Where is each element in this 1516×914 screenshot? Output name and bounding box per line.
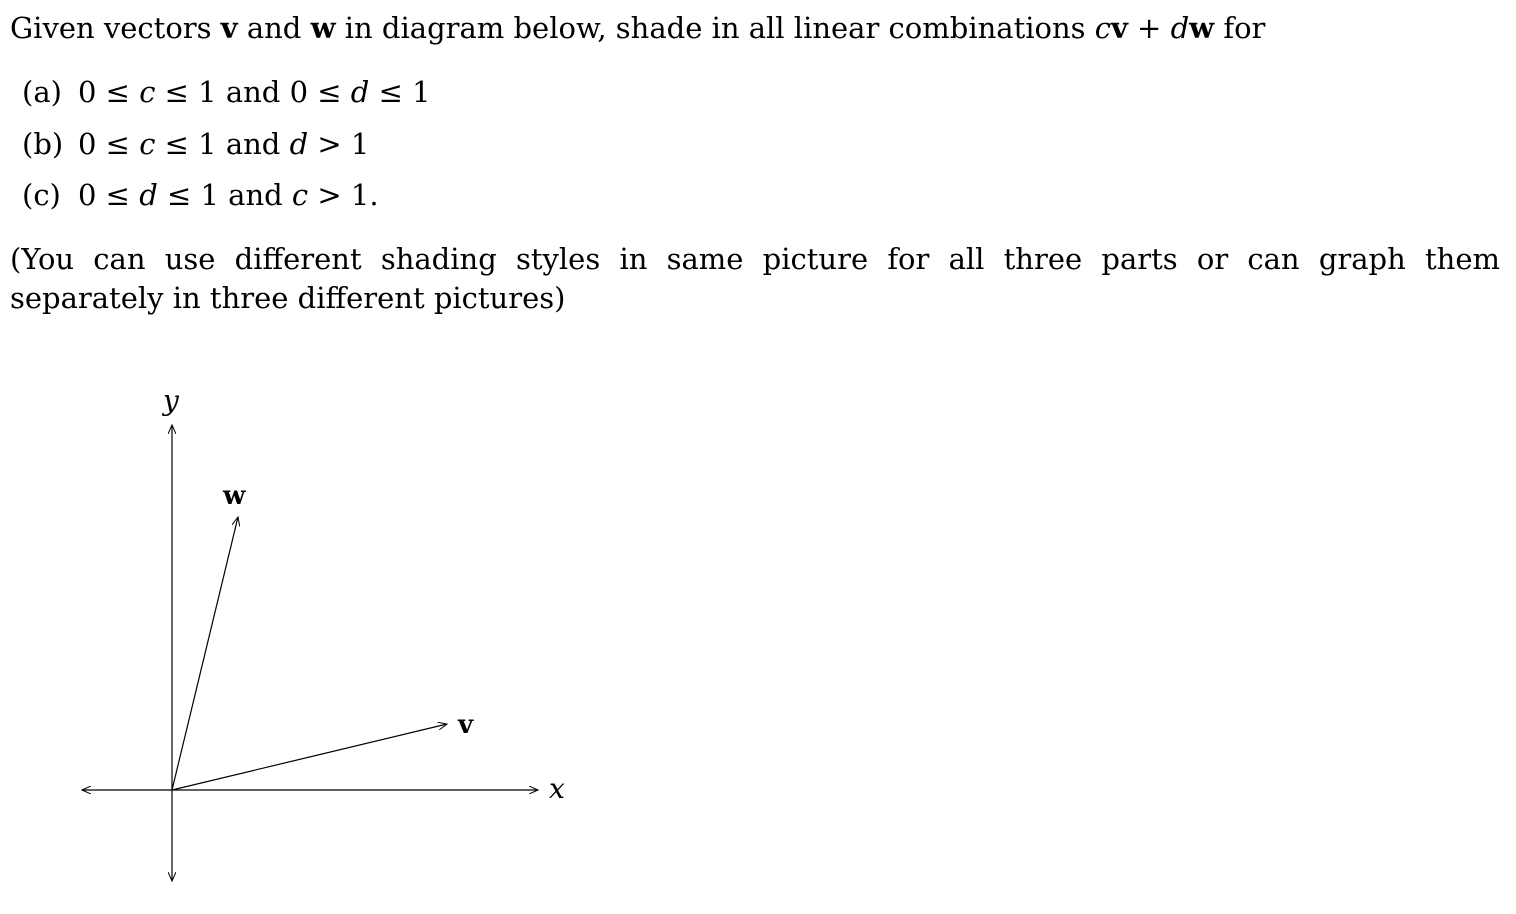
y-axis-label: y	[163, 384, 179, 417]
part-a-cond1b: ≤ 1 and 0 ≤	[155, 75, 351, 109]
vector-v-arrow	[172, 724, 447, 790]
part-b-cond1: 0 ≤	[78, 127, 140, 161]
part-c-var2: c	[291, 178, 309, 212]
part-a-label: (a)	[22, 75, 62, 109]
vector-w-symbol: w	[310, 11, 336, 45]
part-b-var1: c	[139, 127, 156, 161]
part-a-var1: c	[139, 75, 156, 109]
part-c-var1: d	[139, 178, 158, 212]
part-b-var2: d	[289, 127, 309, 161]
plus-sign: +	[1127, 11, 1171, 45]
scalar-d: d	[1170, 11, 1190, 45]
part-b-cond1b: ≤ 1 and	[155, 127, 290, 161]
part-c-cond1: 0 ≤	[78, 178, 140, 212]
part-b-label: (b)	[22, 127, 64, 161]
vector-w-symbol-2: w	[1189, 11, 1215, 45]
intro-prefix: Given vectors	[10, 11, 221, 45]
x-axis-label: x	[549, 772, 565, 805]
scalar-c: c	[1094, 11, 1111, 45]
part-b-cond2: > 1	[308, 127, 370, 161]
vector-v-label: v	[458, 710, 474, 740]
part-c-label: (c)	[22, 178, 61, 212]
part-a-cond1: 0 ≤	[78, 75, 140, 109]
vector-w-arrow	[172, 517, 238, 790]
part-c-cond1b: ≤ 1 and	[157, 178, 292, 212]
intro-middle: in diagram below, shade in all linear combinations	[335, 11, 1095, 45]
intro-and: and	[237, 11, 311, 45]
intro-suffix: for	[1214, 11, 1266, 45]
vector-w-label: w	[223, 481, 246, 511]
part-a-var2: d	[350, 75, 370, 109]
vector-v-symbol: v	[220, 11, 238, 45]
vector-v-symbol-2: v	[1110, 11, 1128, 45]
part-a-cond2: ≤ 1	[369, 75, 431, 109]
part-c-cond2: > 1.	[308, 178, 379, 212]
instructions-note: (You can use different shading styles in same picture for all three parts or can graph them separately in three different pictures)	[10, 242, 1500, 315]
